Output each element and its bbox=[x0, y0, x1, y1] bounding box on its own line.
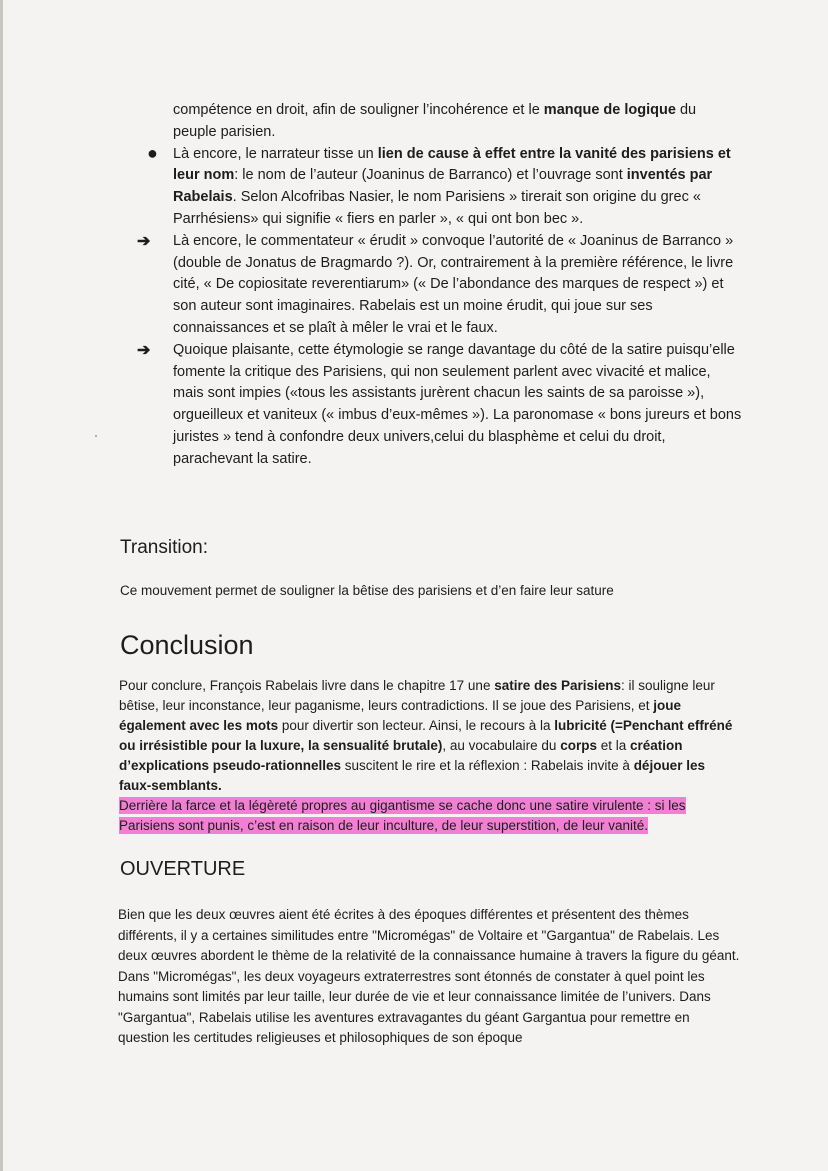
arrow-item: ➔ Quoique plaisante, cette étymologie se range davantage du côté de la satire puisqu’elle fomente la critique des Parisiens, qui non seulement parlent avec vivacité et malice, mais sont impies («tous les assistants jurèrent chacun les saints de sa paroisse »), orgueilleux et vaniteux (« imbus d’eux-mêmes »). La paronomase « bons jureurs et bons juristes » tend à confondre deux univers,celui du blasphème et celui du droit, parachevant la satire. bbox=[137, 341, 742, 467]
bullet-icon: ● bbox=[147, 142, 158, 163]
bullet-item: ● Là encore, le narrateur tisse un lien de cause à effet entre la vanité des parisiens et leur nom: le nom de l’auteur (Joaninus de Barranco) et l’ouvrage sont inventés par Rabelais. Selon Alcofribas Nasier, le nom Parisiens » tirerait son origine du grec « Parrhésiens» qui signifie « fiers en parler », « qui ont bon bec ». bbox=[147, 142, 731, 227]
arrow-right-icon: ➔ bbox=[137, 341, 151, 359]
conclusion-text: Pour conclure, François Rabelais livre dans le chapitre 17 une satire des Parisiens: il souligne leur bêtise, leur inconstance, leur paganisme, leurs contradictions. Il se joue des Parisiens, et joue également avec les mots pour divertir son lecteur. Ainsi, le recours à la lubricité (=Penchant effréné ou irrésistible pour la luxure, la sensualité brutale), au vocabulaire du corps et la création d’explications pseudo-rationnelles suscitent le rire et la réflexion : Rabelais invite à déjouer les faux-semblants. Derrière la farce et la légèreté propres au gigantisme se cache donc une satire virulente : si les Parisiens sont punis, c’est en raison de leur inculture, de leur superstition, de leur vanité. bbox=[119, 678, 733, 833]
transition-heading: Transition: bbox=[120, 537, 208, 558]
ouverture-heading: OUVERTURE bbox=[120, 858, 246, 880]
page-edge-shadow bbox=[0, 0, 3, 1171]
paper-speck bbox=[95, 435, 97, 437]
conclusion-heading: Conclusion bbox=[120, 630, 254, 660]
arrow-item: ➔ Là encore, le commentateur « érudit » convoque l’autorité de « Joaninus de Barranco » (double de Jonatus de Bragmardo ?). Or, contrairement à la première référence, le livre cité, « De copiositate reverentiarum» (« De l’abondance des marques de respect ») et son auteur sont imaginaires. Rabelais est un moine érudit, qui joue sur ses connaissances et se plaît à mêler le vrai et le faux. bbox=[137, 232, 734, 336]
ouverture-text: Bien que les deux œuvres aient été écrites à des époques différentes et présentent des thèmes différents, il y a certaines similitudes entre "Micromégas" de Voltaire et "Gargantua" de Rabelais. Les deux œuvres abordent le thème de la relativité de la connaissance humaine à travers la figure du géant. Dans "Micromégas", les deux voyageurs extraterrestres sont étonnés de constater à quel point les humains sont limités par leur taille, leur durée de vie et leur connaissance limitée de l’univers. Dans "Gargantua", Rabelais utilise les aventures extravagantes du géant Gargantua pour remettre en question les certitudes religieuses et philosophiques de son époque bbox=[118, 907, 740, 1045]
arrow-right-icon: ➔ bbox=[137, 232, 151, 250]
transition-text: Ce mouvement permet de souligner la bêtise des parisiens et d’en faire leur sature bbox=[120, 583, 614, 598]
analysis-list bbox=[137, 100, 743, 471]
continued-paragraph: compétence en droit, afin de souligner l’incohérence et le manque de logique du peuple parisien. bbox=[173, 102, 697, 140]
highlighted-sentence: Derrière la farce et la légèreté propres au gigantisme se cache donc une satire virulente : si les Parisiens sont punis, c’est en raison de leur inculture, de leur superstition, de leur vanité. bbox=[119, 798, 686, 833]
